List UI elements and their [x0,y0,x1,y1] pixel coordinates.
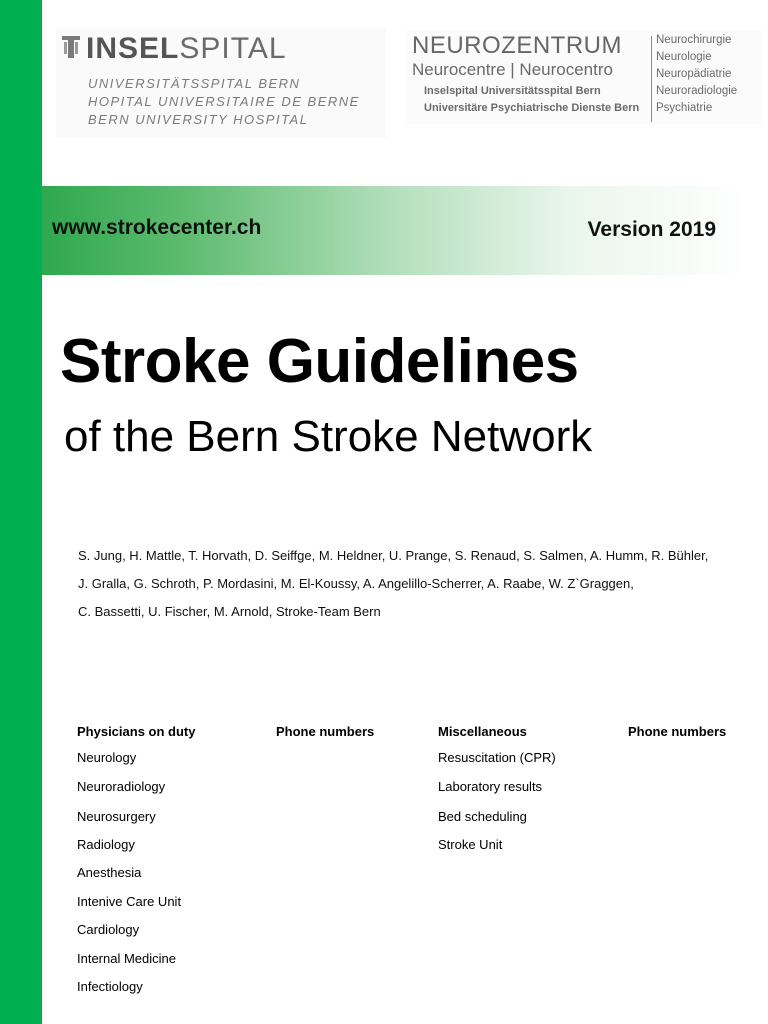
dept-neuroradiologie: Neuroradiologie [656,85,738,97]
list-item: Laboratory results [438,779,543,794]
header-logos [42,0,768,180]
miscellaneous-header: Miscellaneous [438,724,527,739]
list-item: Radiology [77,837,135,852]
inselspital-wordmark: INSELSPITAL [86,32,287,65]
list-item: Intenive Care Unit [77,894,182,909]
phone-numbers-header-1: Phone numbers [276,724,375,739]
version-label: Version 2019 [587,218,716,241]
author-line-3: C. Bassetti, U. Fischer, M. Arnold, Stroke-Team Bern [78,604,381,619]
physicians-header: Physicians on duty [77,724,196,739]
author-list [78,548,758,632]
list-item: Bed scheduling [438,809,527,824]
inselspital-emblem-icon [60,34,82,60]
dept-neurologie: Neurologie [656,51,712,63]
list-item: Neurology [77,750,137,765]
phone-numbers-header-2: Phone numbers [628,724,727,739]
list-item: Resuscitation (CPR) [438,750,556,765]
website-link[interactable]: www.strokecenter.ch [52,216,262,239]
neurozentrum-line-2: Universitäre Psychiatrische Dienste Bern [424,102,640,114]
list-item: Neuroradiology [77,779,166,794]
list-item: Infectiology [77,979,143,994]
neurozentrum-title: NEUROZENTRUM [412,32,622,59]
dept-psychiatrie: Psychiatrie [656,102,713,114]
insel-line-3: BERN UNIVERSITY HOSPITAL [88,112,309,127]
neurozentrum-line-1: Inselspital Universitätsspital Bern [424,85,601,97]
author-line-2: J. Gralla, G. Schroth, P. Mordasini, M. El-Koussy, A. Angelillo-Scherrer, A. Raabe, W. Z`Graggen, [78,576,634,591]
list-item: Anesthesia [77,865,142,880]
list-item: Stroke Unit [438,837,503,852]
website-banner [42,186,748,275]
neurozentrum-subtitle: Neurocentre | Neurocentro [412,60,613,79]
insel-line-2: HOPITAL UNIVERSITAIRE DE BERNE [88,94,360,109]
list-item: Cardiology [77,922,140,937]
neurozentrum-divider [651,36,652,122]
inselspital-logo [56,28,386,138]
dept-neurochirurgie: Neurochirurgie [656,34,732,46]
left-accent-bar [0,0,42,1024]
insel-line-1: UNIVERSITÄTSSPITAL BERN [88,76,301,91]
document-subtitle: of the Bern Stroke Network [64,412,593,461]
neurozentrum-logo [406,30,762,124]
author-line-1: S. Jung, H. Mattle, T. Horvath, D. Seiffge, M. Heldner, U. Prange, S. Renaud, S. Salmen, A. Humm, R. Bühler, [78,548,709,563]
list-item: Neurosurgery [77,809,156,824]
list-item: Internal Medicine [77,951,176,966]
document-title: Stroke Guidelines [60,327,579,396]
dept-neuropaediatrie: Neuropädiatrie [656,68,732,80]
